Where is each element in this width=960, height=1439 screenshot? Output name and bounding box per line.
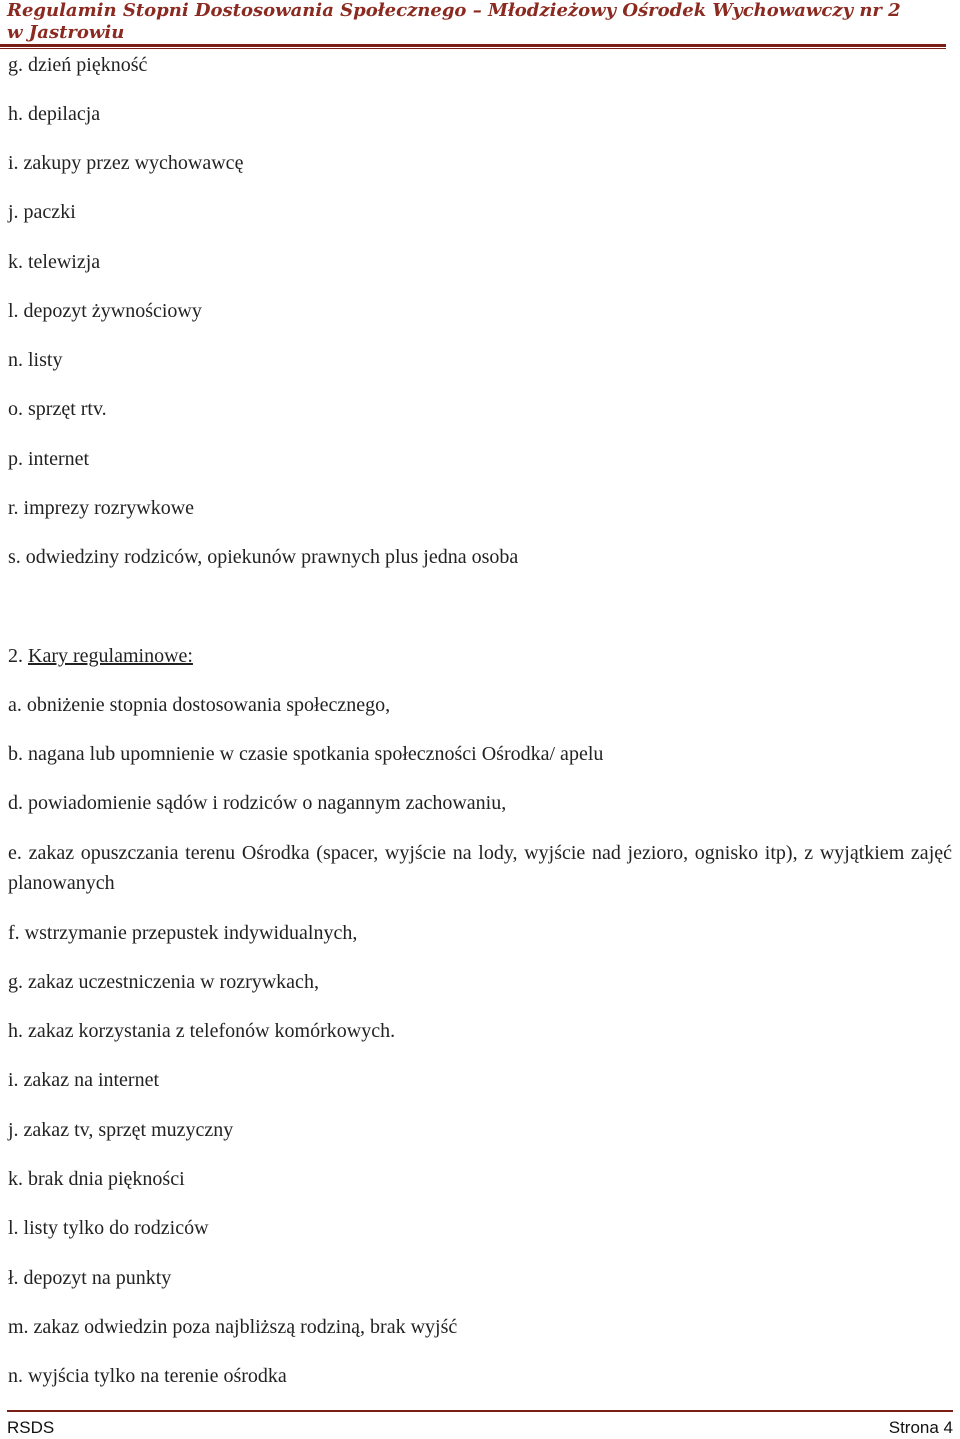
privilege-item: k. telewizja bbox=[8, 251, 101, 273]
privilege-item: i. zakupy przez wychowawcę bbox=[8, 152, 244, 174]
privilege-item: r. imprezy rozrywkowe bbox=[8, 497, 195, 519]
section-number: 2. bbox=[8, 645, 28, 667]
penalty-item: m. zakaz odwiedzin poza najbliższą rodziną, brak wyjść bbox=[8, 1316, 458, 1338]
section-title: Kary regulaminowe: bbox=[28, 645, 193, 667]
penalty-item: e. zakaz opuszczania terenu Ośrodka (spacer, wyjście na lody, wyjście nad jezioro, ognisko itp), z wyjątkiem zajęć planowanych bbox=[8, 842, 952, 894]
privilege-item: h. depilacja bbox=[8, 103, 101, 125]
header-divider bbox=[0, 44, 946, 49]
penalty-item: d. powiadomienie sądów i rodziców o nagannym zachowaniu, bbox=[8, 792, 507, 814]
penalty-item: b. nagana lub upomnienie w czasie spotkania społeczności Ośrodka/ apelu bbox=[8, 743, 604, 765]
penalty-item: a. obniżenie stopnia dostosowania społecznego, bbox=[8, 694, 391, 716]
penalty-item: n. wyjścia tylko na terenie ośrodka bbox=[8, 1365, 287, 1387]
page-header bbox=[7, 0, 953, 44]
privilege-item: p. internet bbox=[8, 448, 90, 470]
privilege-item: o. sprzęt rtv. bbox=[8, 398, 107, 420]
penalty-item: i. zakaz na internet bbox=[8, 1069, 160, 1091]
privilege-item: l. depozyt żywnościowy bbox=[8, 300, 202, 322]
header-title-line-2: w Jastrowiu bbox=[7, 22, 125, 43]
penalty-item: k. brak dnia piękności bbox=[8, 1168, 185, 1190]
footer-divider bbox=[7, 1410, 953, 1412]
privilege-item: n. listy bbox=[8, 349, 63, 371]
privilege-item: g. dzień piękność bbox=[8, 54, 148, 76]
header-title-line-1: Regulamin Stopni Dostosowania Społecznego – Młodzieżowy Ośrodek Wychowawczy nr 2 bbox=[7, 0, 901, 21]
footer-page-number: Strona 4 bbox=[888, 1418, 953, 1437]
penalty-item: ł. depozyt na punkty bbox=[8, 1267, 172, 1289]
section-heading bbox=[8, 644, 193, 668]
penalty-item: l. listy tylko do rodziców bbox=[8, 1217, 209, 1239]
footer-doc-code: RSDS bbox=[7, 1418, 55, 1437]
privilege-item: j. paczki bbox=[8, 201, 76, 223]
penalty-item: h. zakaz korzystania z telefonów komórkowych. bbox=[8, 1020, 396, 1042]
penalty-item: j. zakaz tv, sprzęt muzyczny bbox=[8, 1119, 234, 1141]
privilege-item: s. odwiedziny rodziców, opiekunów prawnych plus jedna osoba bbox=[8, 546, 519, 568]
penalty-item: g. zakaz uczestniczenia w rozrywkach, bbox=[8, 971, 319, 993]
penalty-item: f. wstrzymanie przepustek indywidualnych, bbox=[8, 922, 358, 944]
